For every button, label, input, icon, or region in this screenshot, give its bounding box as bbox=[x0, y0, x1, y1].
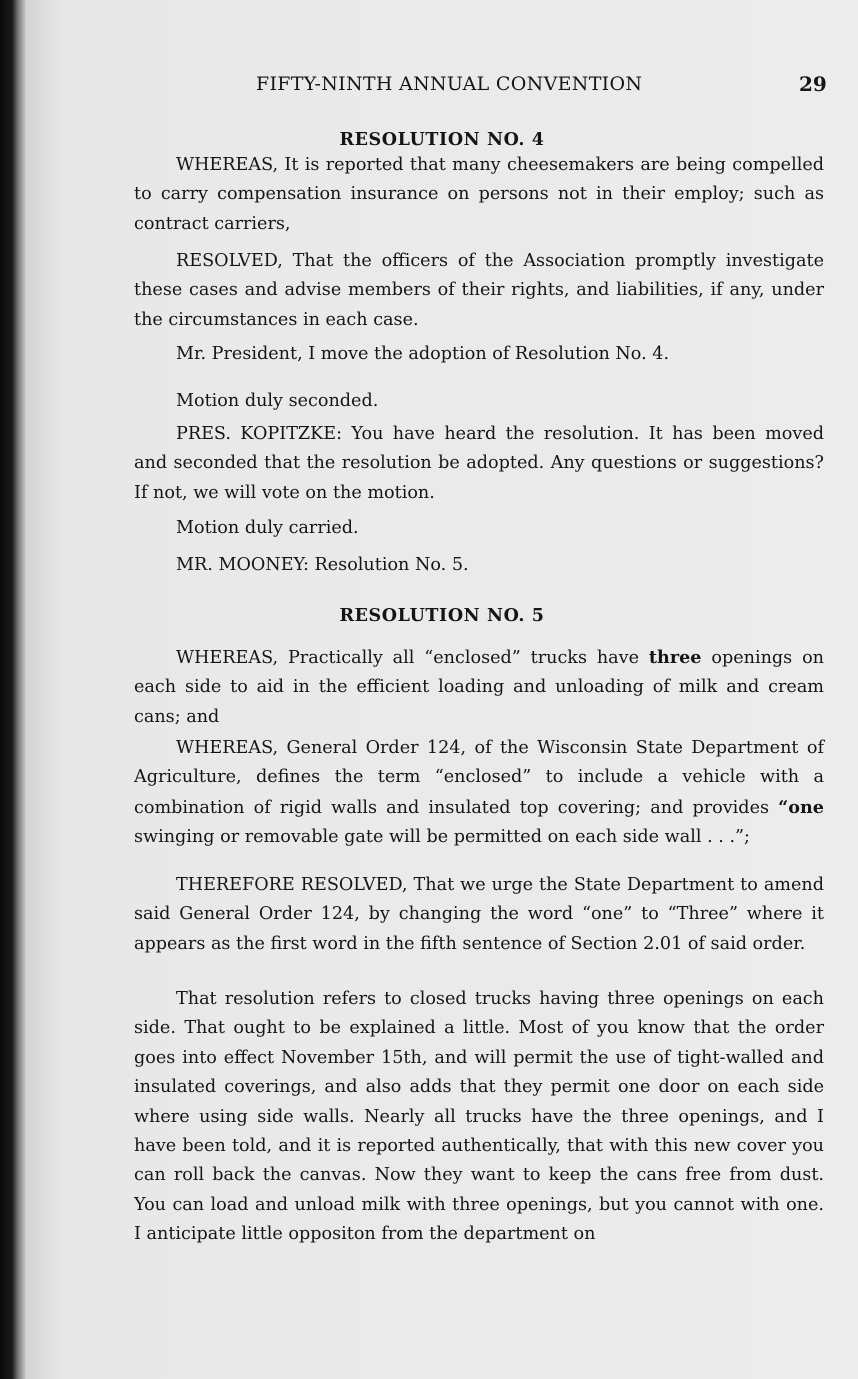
running-title: FIFTY-NINTH ANNUAL CONVENTION bbox=[256, 73, 643, 95]
whereas-2-text-start: WHEREAS, General Order 124, of the Wisconsin State Department of Agriculture, defines the term “enclosed” to include a vehicle with a combination of rigid walls and insulated top covering; and provides bbox=[134, 738, 824, 818]
resolution-5-therefore-resolved: THEREFORE RESOLVED, That we urge the State Department to amend said General Order 124, by changing the word “one” to “Three” where it appears as the first word in the fifth sentence of Section 2.01 of said order. bbox=[134, 875, 824, 954]
page-number: 29 bbox=[799, 72, 827, 96]
resolution-4-heading: RESOLUTION NO. 4 bbox=[339, 130, 545, 150]
pres-kopitzke-remarks: PRES. KOPITZKE: You have heard the resolution. It has been moved and seconded that the resolution be adopted. Any questions or suggestions? If not, we will vote on the motion. bbox=[134, 424, 824, 503]
explanation-paragraph: That resolution refers to closed trucks having three openings on each side. That ought to be explained a little. Most of you know that the order goes into effect November 15th, and will permit the use of tight-walled and insulated coverings, and also adds that they permit one door on each side where using side walls. Nearly all trucks have the three openings, and I have been told, and it is reported authentically, that with this new cover you can roll back the canvas. Now they want to keep the cans free from dust. You can load and unload milk with three openings, but you cannot with one. I anticipate little oppositon from the department on bbox=[134, 989, 824, 1245]
document-page bbox=[26, 0, 858, 1379]
motion-seconded-line: Motion duly seconded. bbox=[176, 391, 379, 411]
resolution-4-whereas: WHEREAS, It is reported that many cheesemakers are being compelled to carry compensation insurance on persons not in their employ; such as contract carriers, bbox=[134, 155, 824, 234]
mr-mooney-line: MR. MOONEY: Resolution No. 5. bbox=[176, 555, 469, 575]
motion-carried-line: Motion duly carried. bbox=[176, 518, 359, 538]
book-spine-shadow bbox=[0, 0, 26, 1379]
whereas-2-emphasis: “one bbox=[778, 796, 824, 818]
whereas-2-text-end: swinging or removable gate will be permitted on each side wall . . .”; bbox=[134, 827, 750, 848]
resolution-5-whereas-1 bbox=[134, 643, 824, 732]
whereas-1-emphasis: three bbox=[648, 647, 702, 668]
resolution-5-whereas-2 bbox=[134, 734, 824, 853]
whereas-1-text-start: WHEREAS, Practically all “enclosed” trucks have bbox=[176, 648, 649, 668]
whereas-1-text-end: openings on each side to aid in the efficient loading and unloading of milk and cream cans; and bbox=[134, 648, 824, 727]
move-adoption-line: Mr. President, I move the adoption of Resolution No. 4. bbox=[176, 344, 670, 364]
resolution-5-heading: RESOLUTION NO. 5 bbox=[339, 606, 545, 626]
resolution-4-resolved: RESOLVED, That the officers of the Association promptly investigate these cases and advise members of their rights, and liabilities, if any, under the circumstances in each case. bbox=[134, 251, 824, 330]
